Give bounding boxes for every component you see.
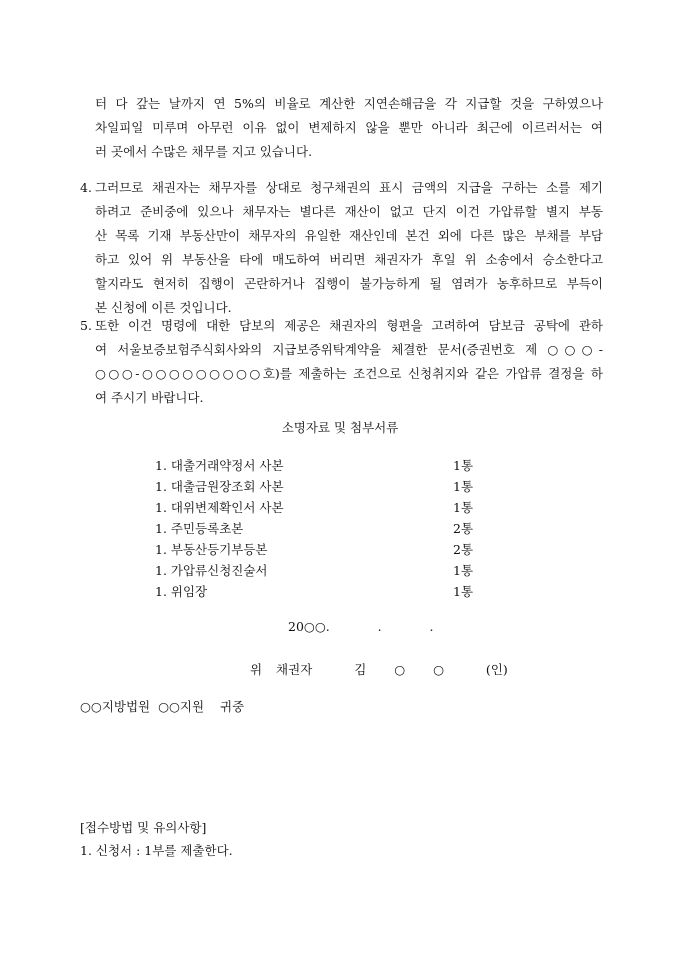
paragraph-5 [95,314,603,410]
attachment-name: 1. 주민등록초본 [155,521,244,536]
paragraph-number: 4. [80,180,92,195]
notes-item: 1. 신청서 : 1부를 제출한다. [80,843,233,858]
paragraph-line: 러 곳에서 수많은 채무를 지고 있습니다. [95,144,313,159]
paragraph-line: 그러므로 채권자는 채무자를 상대로 청구채권의 표시 금액의 지급을 구하는 소를 제기 [95,180,603,195]
paragraph-line: ○○○-○○○○○○○○○호)를 제출하는 조건으로 신청취지와 같은 가압류 결정을 하 [95,366,603,381]
attachment-name: 1. 위임장 [155,584,208,599]
attachment-quantity: 2통 [453,521,474,536]
attachment-quantity: 1통 [453,500,474,515]
attachment-name: 1. 부동산등기부등본 [155,542,268,557]
attachments-list [155,455,475,602]
list-item [155,476,475,497]
signer-line: 위 채권자 김 ○ ○ (인) [250,662,508,677]
attachment-name: 1. 대출거래약정서 사본 [155,458,284,473]
paragraph-line: 또한 이건 명령에 대한 담보의 제공은 채권자의 형편을 고려하여 담보금 공탁에 관하 [95,318,603,333]
list-item [155,581,475,602]
paragraph-line: 하려고 준비중에 있으나 채무자는 별다른 재산이 없고 단지 이건 가압류할 별지 부동 [95,204,603,219]
paragraph-line: 본 신청에 이른 것입니다. [95,300,232,315]
paragraph-number: 5. [80,318,92,333]
list-item [155,455,475,476]
notes-title: [접수방법 및 유의사항] [80,820,207,835]
attachment-quantity: 1통 [453,563,474,578]
paragraph-line: 차일피일 미루며 아무런 이유 없이 변제하지 않을 뿐만 아니라 최근에 이르러서는 여 [95,120,603,135]
court-addressee: ○○지방법원 ○○지원 귀중 [80,699,245,714]
attachment-quantity: 1통 [453,479,474,494]
list-item [155,497,475,518]
attachments-heading: 소명자료 및 첨부서류 [281,420,399,435]
paragraph-line: 할지라도 현저히 집행이 곤란하거나 집행이 불가능하게 될 염려가 농후하므로 부득이 [95,276,603,291]
paragraph-intro [95,92,603,164]
paragraph-line: 터 다 갚는 날까지 연 5%의 비율로 계산한 지연손해금을 각 지급할 것을 구하였으나 [95,96,603,111]
attachment-name: 1. 대위변제확인서 사본 [155,500,284,515]
list-item [155,539,475,560]
paragraph-line: 여 서울보증보험주식회사와의 지급보증위탁계약을 체결한 문서(증권번호 제 ○○○- [95,342,603,357]
list-item [155,560,475,581]
paragraph-line: 여 주시기 바랍니다. [95,390,204,405]
list-item [155,518,475,539]
attachment-name: 1. 대출금원장조회 사본 [155,479,284,494]
attachment-name: 1. 가압류신청진술서 [155,563,268,578]
paragraph-line: 산 목록 기재 부동산만이 채무자의 유일한 재산인데 본건 외에 다른 많은 부채를 부담 [95,228,603,243]
attachment-quantity: 2통 [453,542,474,557]
attachment-quantity: 1통 [453,458,474,473]
attachment-quantity: 1통 [453,584,474,599]
paragraph-line: 하고 있어 위 부동산을 타에 매도하여 버리면 채권자가 후일 위 소송에서 승소한다고 [95,252,603,267]
paragraph-4 [95,176,603,320]
document-date: 20○○. . . [288,619,434,634]
